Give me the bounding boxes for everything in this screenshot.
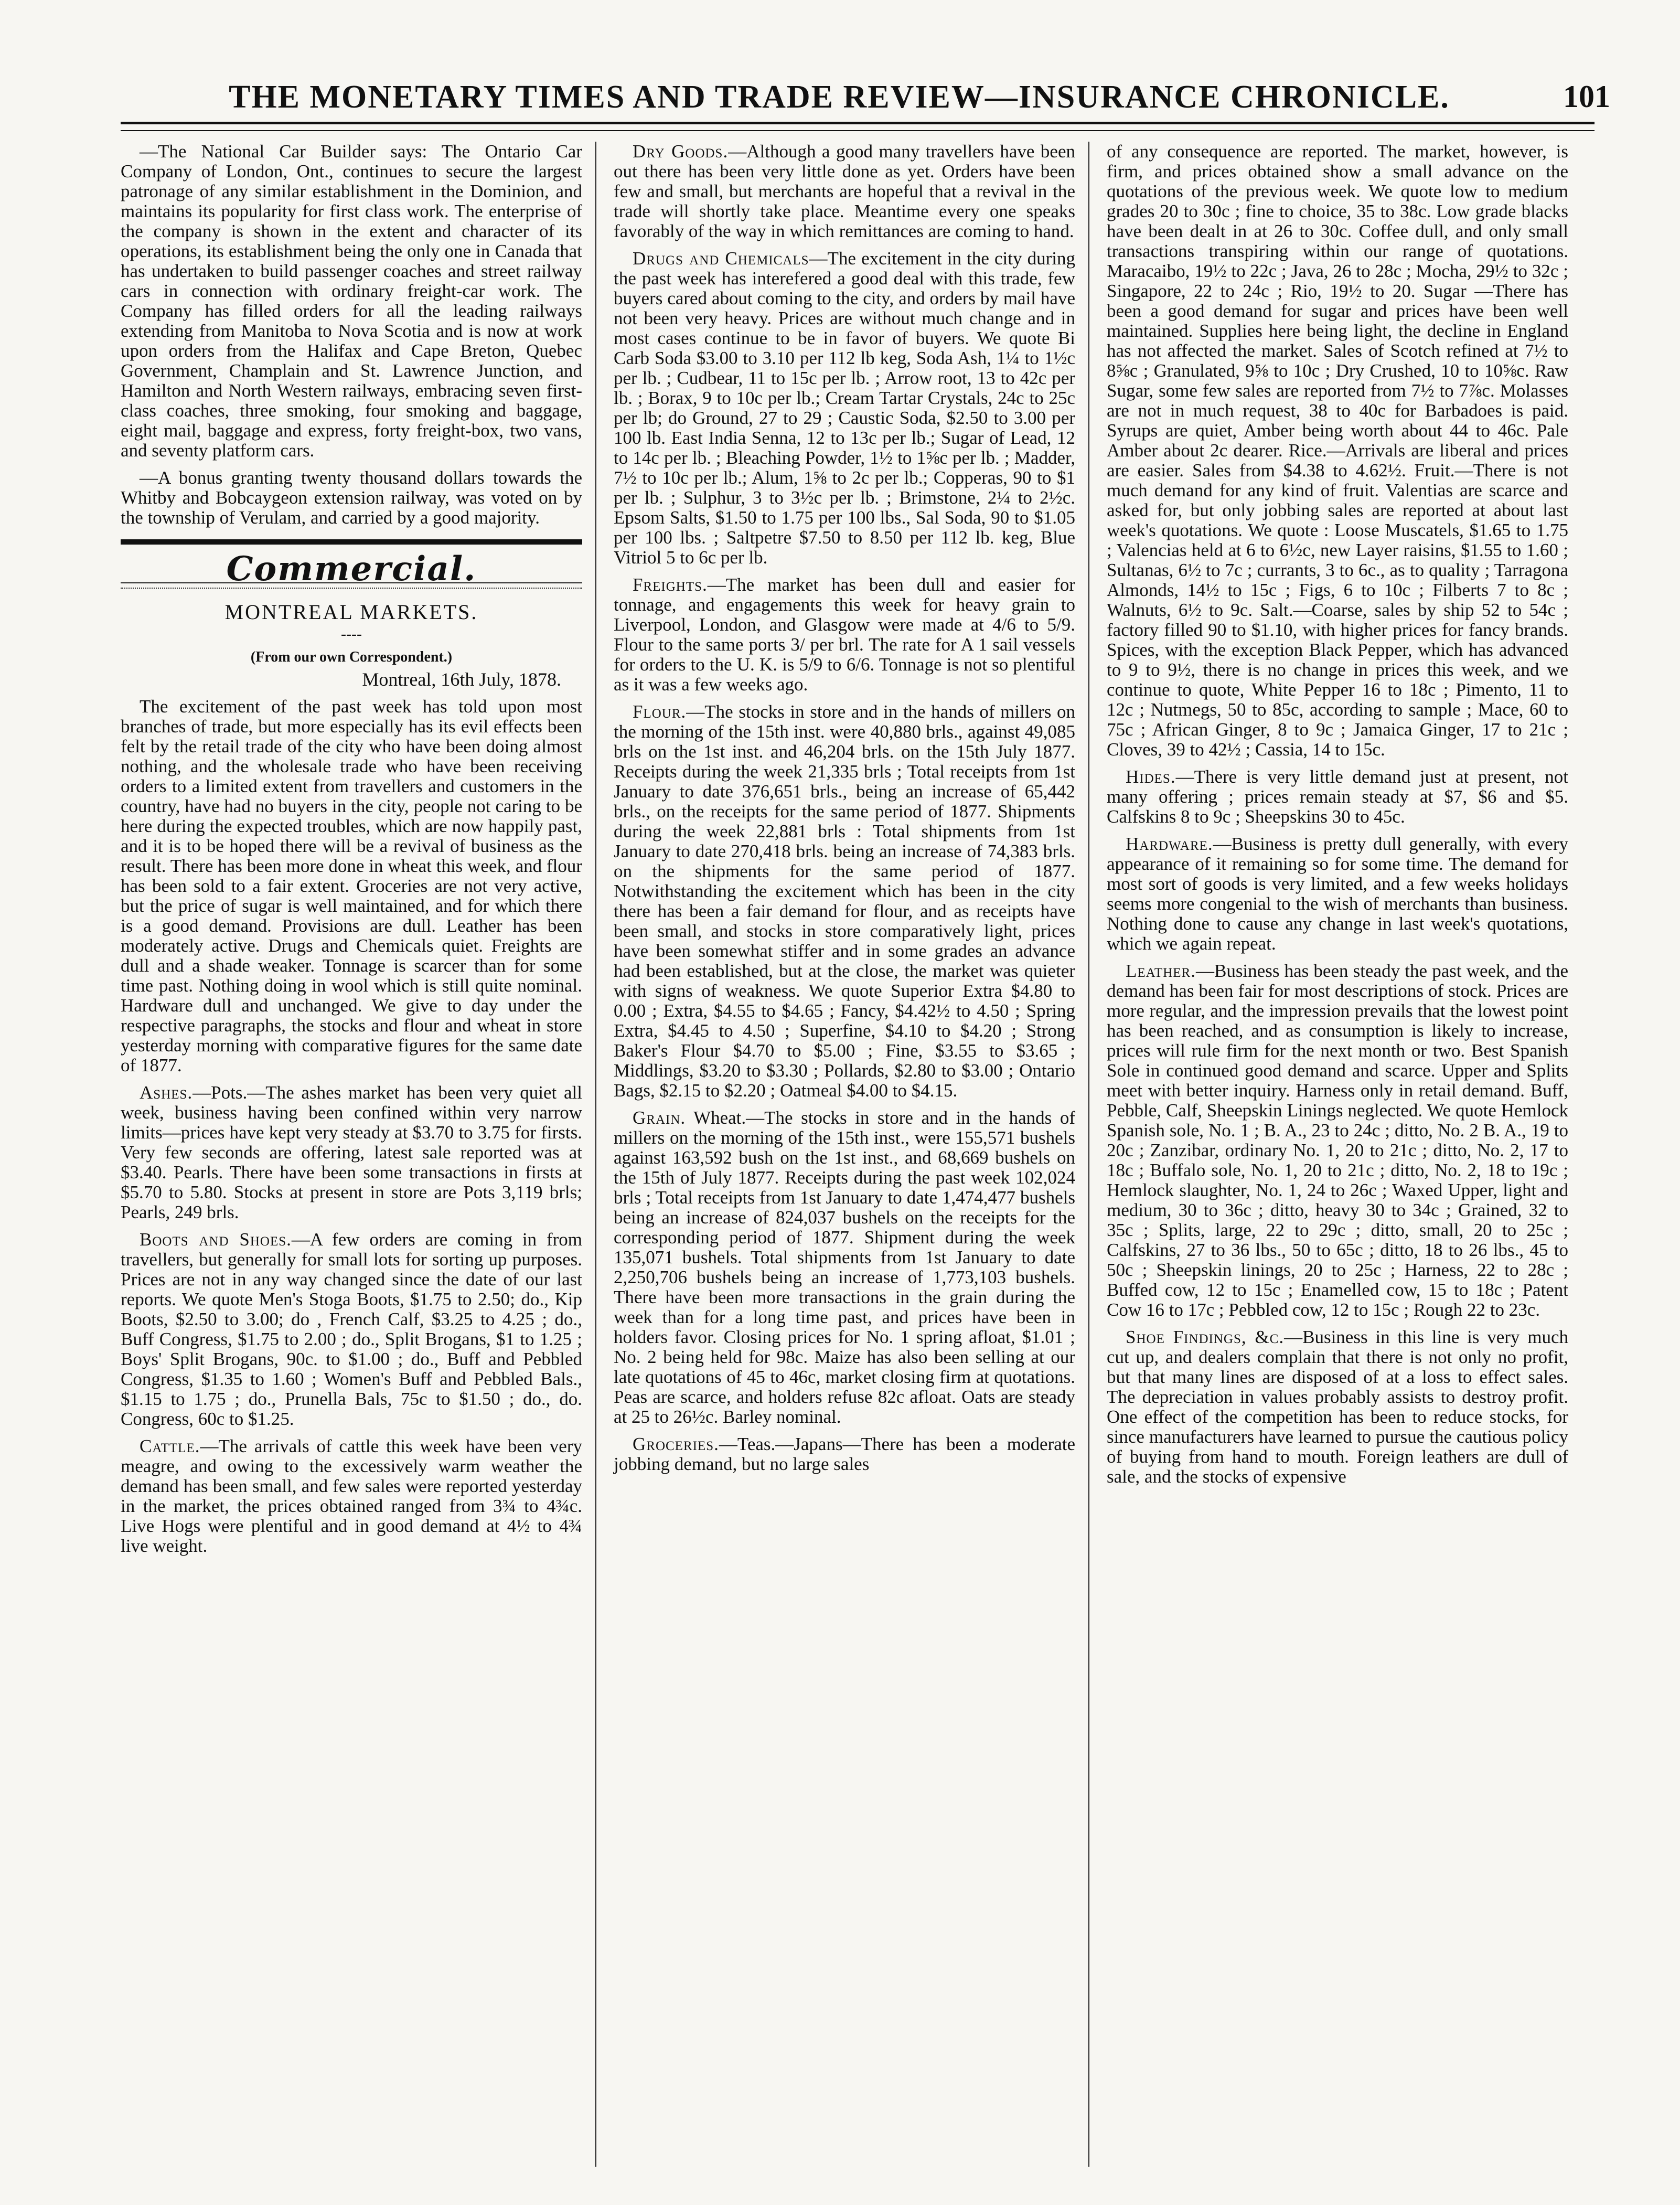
section-divider: [121, 539, 582, 545]
dry-goods-text: —Although a good many travellers have been out there has been very little done as yet. Orders have been few and small, but merchants are hopeful that a revival in the trade will shortly take place. Meantime every one speaks favorably of the way in which remittances are coming to hand.: [614, 141, 1076, 241]
freights-text: —The market has been dull and easier for tonnage, and engagements this week for heavy grain to Liverpool, London, and Glasgow were made at 4/6 to 5/9. Flour to the same ports 3/ per brl. The rate for A 1 sail vessels for orders to the U. K. is 5/9 to 6/6. Tonnage is not so plentiful as it was a few weeks ago.: [614, 574, 1075, 695]
boots-paragraph: [121, 1230, 582, 1429]
flour-text: —The stocks in store and in the hands of millers on the morning of the 15th inst. were 40,880 brls., against 49,085 brls on the 1st inst. and 46,204 brls. on the 15th July 1877. Receipts during the week 21,335 brls ; Total receipts from 1st January to date 376,651 brls., being an increase of 65,442 brls., on the receipts for the same period of 1877. Shipments during the week 22,881 brls : Total shipments from 1st January to date 270,418 brls. being an increase of 74,383 brls. on the shipments for the same period of 1877. Notwithstanding the excitement which has been in the city there has been a fair demand for flour, and as receipts have been small, and stocks in store comparatively light, prices have been somewhat stiffer and in some grades an advance had been established, but at the close, the market was quieter with signs of weakness. We quote Superior Extra $4.80 to 0.00 ; Extra, $4.55 to $4.65 ; Fancy, $4.42½ to 4.50 ; Spring Extra, $4.45 to 4.50 ; Superfine, $4.10 to $4.20 ; Strong Baker's Flour $4.70 to $5.00 ; Fine, $3.55 to $3.65 ; Middlings, $3.20 to $3.30 ; Pollards, $2.80 to $3.00 ; Ontario Bags, $2.15 to $2.20 ; Oatmeal $4.00 to $4.15.: [614, 701, 1075, 1101]
ashes-paragraph: [121, 1083, 582, 1222]
hardware-text: —Business is pretty dull generally, with every appearance of it remaining so for some time. The demand for most sort of goods is very limited, and a few weeks holidays seems more congenial to the wish of merchants than business. Nothing done to cause any change in last week's quotations, which we again repeat.: [1107, 834, 1568, 954]
page-number: 101: [1563, 79, 1610, 114]
cattle-heading: Cattle.: [140, 1436, 200, 1456]
masthead: [79, 79, 1610, 142]
dash-divider: ----: [341, 625, 362, 643]
freights-heading: Freights.: [633, 574, 708, 595]
column-divider: [1088, 142, 1089, 2167]
header-rule-thin: [121, 130, 1595, 131]
leather-text: —Business has been steady the past week, and the demand has been fair for most descriptions of stock. Prices are more regular, and the impression prevails that the lowest point has been reached, and as consumption is likely to increase, prices will rule firm for the next month or two. Best Spanish Sole in continued good demand and scarce. Upper and Splits meet with better inquiry. Harness only in retail demand. Buff, Pebble, Calf, Sheepskin Linings neglected. We quote Hemlock Spanish sole, No. 1 ; B. A., 23 to 24c ; ditto, No. 2 B. A., 19 to 20c ; Zanzibar, ordinary No. 1, 20 to 21c ; ditto, No. 2, 17 to 18c ; Buffalo sole, No. 1, 20 to 21c ; ditto, No. 2, 18 to 19c ; Hemlock slaughter, No. 1, 24 to 26c ; Waxed Upper, light and medium, 30 to 36c ; ditto, heavy 30 to 34c ; Grained, 32 to 35c ; Splits, large, 22 to 29c ; ditto, small, 20 to 25c ; Calfskins, 27 to 36 lbs., 50 to 65c ; ditto, 18 to 26 lbs., 45 to 50c ; Sheepskin linings, 20 to 25c ; Harness, 22 to 28c ; Buffed cow, 12 to 15c ; Enamelled cow, 15 to 18c ; Patent Cow 16 to 17c ; Pebbled cow, 12 to 15c ; Rough 22 to 23c.: [1107, 961, 1568, 1320]
hardware-paragraph: [1107, 834, 1568, 954]
hides-paragraph: [1107, 767, 1568, 827]
groceries-heading: Groceries.: [633, 1434, 719, 1454]
dry-goods-paragraph: [614, 142, 1075, 241]
groceries-paragraph: [614, 1434, 1075, 1474]
grain-paragraph: [614, 1108, 1075, 1427]
flour-heading: Flour.: [633, 701, 687, 722]
boots-text: —A few orders are coming in from travellers, but generally for small lots for sorting up purposes. Prices are not in any way changed since the date of our last reports. We quote Men's Stoga Boots, $1.75 to 2.50; do., Kip Boots, $2.50 to 3.00; do , French Calf, $3.25 to 4.25 ; do., Buff Congress, $1.75 to 2.00 ; do., Split Brogans, $1 to 1.25 ; Boys' Split Brogans, 90c. to $1.00 ; do., Buff and Pebbled Congress, $1.35 to 1.60 ; Women's Buff and Pebbled Bals., $1.15 to 1.75 ; do., Prunella Bals, 75c to $1.50 ; do., do. Congress, 60c to $1.25.: [121, 1229, 582, 1429]
column-divider: [595, 142, 596, 2167]
flour-paragraph: [614, 702, 1075, 1101]
hardware-heading: Hardware.: [1126, 834, 1213, 854]
grain-heading: Grain.: [633, 1107, 686, 1128]
grain-text: Wheat.—The stocks in store and in the hands of millers on the morning of the 15th inst., were 155,571 bushels against 163,592 bush on the 1st inst., and 68,669 bushels on the 15th of July 1877. Receipts during the past week 102,024 brls ; Total receipts from 1st January to date 1,474,477 bushels being an increase of 824,037 bushels on the receipts for the corresponding period of 1877. Shipment during the week 135,071 bushels. Total shipments from 1st January to date 2,250,706 bushels being an increase of 1,773,103 bushels. There have been more transactions in the grain during the week than for a long time past, and prices have been in holders favor. Closing prices for No. 1 spring afloat, $1.01 ; No. 2 being held for 98c. Maize has also been selling at our late quotations of 45 to 46c, market closing firm at quotations. Peas are scarce, and holders refuse 82c afloat. Oats are steady at 25 to 26½c. Barley nominal.: [614, 1107, 1075, 1427]
shoe-findings-text: —Business in this line is very much cut up, and dealers complain that there is not only no profit, but that many lines are disposed of at a loss to effect sales. The depreciation in values probably assists to destroy profit. One effect of the competition has been to reduce stocks, for since manufacturers have learned to pursue the cautious policy of buying from hand to mouth. Foreign leathers are dull of sale, and the stocks of expensive: [1107, 1327, 1568, 1487]
correspondent-note: (From our own Correspondent.): [250, 649, 453, 665]
section-title: Commercial.: [226, 549, 477, 589]
dry-goods-heading: Dry Goods.: [633, 141, 729, 162]
markets-title: MONTREAL MARKETS.: [224, 600, 478, 624]
column-1: [121, 142, 582, 1563]
cattle-text: —The arrivals of cattle this week have been very meagre, and owing to the excessively warm weather the demand has been small, and few sales were reported yesterday in the market, the prices obtained ranged from 3¾ to 4¾c. Live Hogs were plentiful and in good demand at 4½ to 4¾ live weight.: [121, 1436, 582, 1556]
shoe-findings-heading: Shoe Findings, &c.: [1126, 1327, 1285, 1347]
masthead-title: THE MONETARY TIMES AND TRADE REVIEW—INSURANCE CHRONICLE.: [229, 79, 1450, 115]
header-rule: [121, 122, 1595, 124]
drugs-text: —The excitement in the city during the past week has interefered a good deal with this trade, few buyers cared about coming to the city, and orders by mail have not been very heavy. Prices are without much change and in most cases continue to be in favor of buyers. We quote Bi Carb Soda $3.00 to 3.10 per 112 lb keg, Soda Ash, 1¼ to 1½c per lb. ; Cudbear, 11 to 15c per lb. ; Arrow root, 13 to 42c per lb. ; Borax, 9 to 10c per lb.; Cream Tartar Crystals, 24c to 25c per lb; do Ground, 27 to 29 ; Caustic Soda, $2.50 to 3.00 per 100 lb. East India Senna, 12 to 13c per lb.; Sugar of Lead, 12 to 14c per lb. ; Bleaching Powder, 1½ to 1⅝c per lb. ; Madder, 7½ to 10c per lb.; Alum, 1⅝ to 2c per lb.; Copperas, 90 to $1 per lb. ; Sulphur, 3 to 3½c per lb. ; Brimstone, 2¼ to 2½c. Epsom Salts, $1.50 to 1.75 per 100 lbs., Sal Soda, 90 to $1.05 per 100 lbs. ; Saltpetre $7.50 to 8.50 per 112 lb. keg, Blue Vitriol 5 to 6c per lb.: [614, 248, 1075, 568]
boots-heading: Boots and Shoes.: [140, 1229, 292, 1250]
dateline: Montreal, 16th July, 1878.: [362, 669, 561, 690]
groceries-continued: of any consequence are reported. The market, however, is firm, and prices obtained show a small advance on the quotations of the previous week. We quote low to medium grades 20 to 30c ; fine to choice, 35 to 38c. Low grade blacks have been dealt in at 26 to 30c. Coffee dull, and only small transactions transpiring within our range of quotations. Maracaibo, 19½ to 22c ; Java, 26 to 28c ; Mocha, 29½ to 32c ; Singapore, 22 to 24c ; Rio, 19½ to 20. Sugar —There has been a good demand for sugar and prices have been well maintained. Supplies here being light, the decline in England has not affected the market. Sales of Scotch refined at 7½ to 8⅝c ; Granulated, 9⅝ to 10c ; Dry Crushed, 10 to 10⅝c. Raw Sugar, some few sales are reported from 7½ to 7⅞c. Molasses are not in much request, 38 to 40c for Barbadoes is paid. Syrups are quiet, Amber being worth about 44 to 46c. Pale Amber about 2c dearer. Rice.—Arrivals are liberal and prices are easier. Sales from $4.38 to 4.62½. Fruit.—There is not much demand for any kind of fruit. Valentias are scarce and asked for, but only jobbing sales are reported at about last week's quotations. We quote : Loose Muscatels, $1.65 to 1.75 ; Valencias held at 6 to 6½c, new Layer raisins, $1.55 to 1.60 ; Sultanas, 6½ to 7c ; currants, 3 to 6c., as to quality ; Tarragona Almonds, 14½ to 15c ; Figs, 6 to 10c ; Filberts 7 to 8c ; Walnuts, 6½ to 9c. Salt.—Coarse, sales by ship 52 to 54c ; factory filled 90 to $1.10, with higher prices for fancy brands. Spices, with the exception Black Pepper, which has advanced to 9 to 9½, there is no change in prices this week, and we continue to quote, White Pepper 16 to 18c ; Pimento, 11 to 12c ; Nutmegs, 50 to 85c, according to sample ; Mace, 60 to 75c ; African Ginger, 8 to 9c ; Jamaica Ginger, 17 to 21c ; Cloves, 39 to 42½ ; Cassia, 14 to 15c.: [1107, 141, 1568, 760]
column-3: [1107, 142, 1568, 1494]
bonus-article: —A bonus granting twenty thousand dollars towards the Whitby and Bobcaygeon extension railway, was voted on by the township of Verulam, and carried by a good majority.: [121, 467, 582, 528]
car-builder-article: —The National Car Builder says: The Ontario Car Company of London, Ont., continues to secure the largest patronage of any similar establishment in the Dominion, and maintains its popularity for first class work. The enterprise of the company is shown in the extent and character of its operations, its establishment being the only one in Canada that has undertaken to build passenger coaches and street railway cars in connection with ordinary freight-car work. The Company has filled orders for all the leading railways extending from Manitoba to Nova Scotia and is now at work upon orders from the Halifax and Cape Breton, Quebec Government, Champlain and St. Lawrence Junction, and Hamilton and North Western railways, embracing seven first-class coaches, three smoking, four smoking and baggage, eight mail, baggage and express, forty freight-box, two vans, and seventy platform cars.: [121, 141, 582, 461]
ashes-heading: Ashes.: [140, 1082, 193, 1103]
drugs-paragraph: [614, 249, 1075, 568]
market-intro: The excitement of the past week has told upon most branches of trade, but more especially has its evil effects been felt by the retail trade of the city who have been doing almost nothing, and the wholesale trade who have been receiving orders to a limited extent from travellers and customers in the country, have had no buyers in the city, people not caring to be here during the expected troubles, which are now happily past, and it is to be hoped there will be a revival of business as the result. There has been more done in wheat this week, and flour has been sold to a fair extent. Groceries are not very active, but the price of sugar is well maintained, and for which there is a good demand. Provisions are dull. Leather has been moderately active. Drugs and Chemicals quiet. Freights are dull and a shade weaker. Tonnage is scarcer than for some time past. Nothing doing in wool which is still quite nominal. Hardware dull and unchanged. We give to day under the respective paragraphs, the stocks and flour and wheat in store yesterday morning with comparative figures for the same date of 1877.: [121, 696, 582, 1075]
groceries-text: —Teas.—Japans—There has been a moderate jobbing demand, but no large sales: [614, 1434, 1075, 1474]
leather-heading: Leather.: [1126, 961, 1196, 981]
hides-text: —There is very little demand just at present, not many offering ; prices remain steady at $7, $6 and $5. Calfskins 8 to 9c ; Sheepskins 30 to 45c.: [1107, 766, 1568, 827]
cattle-paragraph: [121, 1436, 582, 1556]
leather-paragraph: [1107, 961, 1568, 1320]
ashes-text: —Pots.—The ashes market has been very quiet all week, business having been confined within very narrow limits—prices have kept very steady at $3.70 to 3.75 for firsts. Very few seconds are offering, latest sale reported was at $3.40. Pearls. There have been some transactions in firsts at $5.70 to 5.80. Stocks at present in store are Pots 3,119 brls; Pearls, 249 brls.: [121, 1082, 582, 1222]
shoe-findings-paragraph: [1107, 1327, 1568, 1487]
freights-paragraph: [614, 575, 1075, 695]
column-2: [614, 142, 1075, 1482]
hides-heading: Hides.: [1126, 766, 1176, 787]
drugs-heading: Drugs and Chemicals: [633, 248, 809, 269]
